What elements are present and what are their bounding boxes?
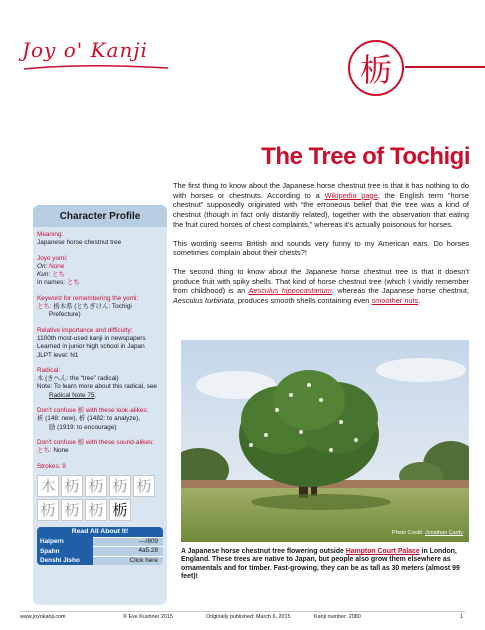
reference-value: —/809: [139, 537, 158, 545]
footer-kanji-number: Kanji number: 2080: [314, 614, 361, 620]
reference-row: [37, 546, 163, 556]
read-heading: Read All About It!: [37, 527, 163, 537]
radical-value: 木 (きへん: the “tree” radical): [37, 375, 119, 383]
reference-value: 4a5.28: [138, 547, 158, 555]
aesculus-hippocastanum-link[interactable]: Aesculus hippocastanum: [248, 286, 332, 296]
strokes-label: Strokes: 9: [37, 462, 66, 470]
importance-label: Relative importance and difficulty:: [37, 326, 133, 334]
stroke-step: 杤: [85, 499, 107, 521]
paragraph-1: The first thing to know about the Japanese horse chestnut tree is that it has nothing to do with horses or chestnuts. According to a Wikipedia page, the English term “horse chestnut” supposedly originated with “the erroneous belief that the tree was a kind of chestnut (though in fact only distantly related), together with the observation that eating the fruit cured horses of chest complaints,” whereas it’s actually poisonous for horses.: [173, 181, 469, 229]
page-title: The Tree of Tochigi: [261, 143, 470, 170]
tree-photo-illustration: [181, 340, 469, 542]
footer-copyright: © Eve Kushner 2015: [123, 614, 173, 620]
keyword-label: Keyword for remembering the yomi:: [37, 294, 139, 302]
featured-kanji: 栃: [348, 40, 404, 96]
meaning-label: Meaning:: [37, 231, 64, 238]
logo-text: Joy o' Kanji: [22, 38, 148, 62]
radical-note-line: Radical Note 75.: [49, 391, 97, 399]
sidebar-heading: Character Profile: [33, 205, 167, 227]
footer-published: Originally published: March 6, 2015: [206, 614, 291, 620]
photo-credit-link[interactable]: Jonathan Cardy: [424, 530, 463, 536]
smoother-nuts-link[interactable]: smoother nuts: [371, 296, 419, 306]
keyword-value: とち: 栃木県 (とちぎけん: Tochigi: [37, 303, 132, 311]
photo-credit: Photo Credit: Jonathan Cardy: [391, 530, 463, 536]
stroke-step: 杤: [133, 475, 155, 497]
footer-site-link[interactable]: www.joyokanji.com: [20, 614, 66, 620]
kun-reading: Kun: とち: [37, 271, 65, 279]
paragraph-3: The second thing to know about the Japanese horse chestnut tree is that it doesn’t produce fruit with spiky shells. That kind of horse chestnut tree (which I vividly remember from childhood) is an Aesculus hippocastanum, whereas the Japanese horse chestnut, Aesculus turbinata, produces smooth shells containing even smoother nuts.: [173, 266, 470, 306]
footer-rule: [20, 611, 465, 612]
reference-label: Spahn: [37, 547, 93, 557]
meaning-value: Japanese horse chestnut tree: [37, 239, 122, 247]
reference-row[interactable]: [37, 556, 163, 566]
logo-swoosh: [22, 64, 172, 72]
stroke-step-final: 栃: [109, 499, 131, 521]
footer-page-number: 1: [460, 614, 463, 620]
stroke-step: 杤: [109, 475, 131, 497]
soundalike-value: とち: None: [37, 447, 69, 455]
keyword-value-cont: Prefecture): [49, 311, 81, 319]
radical-note: Note: To learn more about this radical, see: [37, 383, 157, 391]
stroke-step: 杤: [37, 499, 59, 521]
reference-label: Denshi Jisho: [37, 556, 93, 565]
soundalike-label: Don't confuse 栃 with these sound-alikes:: [37, 438, 155, 446]
reference-row: [37, 537, 163, 547]
importance-school: Learned in junior high school in Japan: [37, 343, 145, 351]
radical-note-link[interactable]: Radical Note 75: [49, 391, 95, 399]
on-reading: On: None: [37, 262, 65, 270]
importance-frequency: 1100th most-used kanji in newspapers: [37, 334, 146, 342]
horse-chestnut-photo: [181, 340, 469, 542]
site-logo[interactable]: [22, 38, 172, 78]
article-body: [173, 181, 469, 315]
header-rule: [405, 66, 485, 68]
stroke-step: 杤: [61, 475, 83, 497]
radical-label: Radical:: [37, 366, 61, 374]
denshi-jisho-link[interactable]: Click here: [129, 556, 158, 564]
stroke-step: 木: [37, 475, 59, 497]
lookalike-line-2: 励 (1919: to encourage): [49, 423, 117, 431]
stroke-step: 杤: [85, 475, 107, 497]
paragraph-2: This wording seems British and sounds very funny to my American ears. Do horses sometimes complain about their chests?!: [173, 238, 469, 258]
read-all-about-it: [37, 527, 163, 566]
stroke-order-grid: [37, 475, 163, 521]
stroke-step: 杤: [61, 499, 83, 521]
character-profile-sidebar: [33, 205, 167, 605]
yomi-label: Joyo yomi:: [37, 254, 68, 262]
names-reading: In names: とち: [37, 279, 80, 287]
wikipedia-link[interactable]: Wikipedia page: [324, 190, 378, 200]
lookalike-label: Don't confuse 栃 with these look-alikes:: [37, 407, 149, 415]
photo-caption: A Japanese horse chestnut tree flowering outside Hampton Court Palace in London, England. These trees are native to Japan, but people also grow them elsewhere as ornamentals and for timber. Fast-growing, they can be as tall as 30 meters (almost 99 feet)!: [181, 548, 460, 581]
lookalike-line-1: 析 (148: new), 析 (1482: to analyze),: [37, 415, 141, 423]
importance-jlpt: JLPT level: N1: [37, 351, 79, 359]
reference-label: Halpern: [37, 537, 93, 547]
hampton-court-link[interactable]: Hampton Court Palace: [345, 548, 420, 555]
